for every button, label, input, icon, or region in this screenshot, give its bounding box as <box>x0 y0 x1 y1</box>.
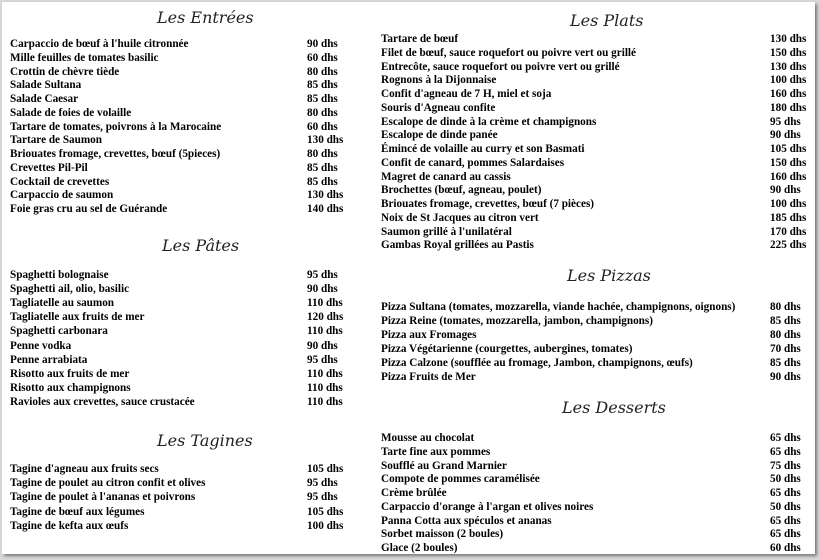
menu-item-price: 90 dhs <box>307 283 338 295</box>
section-title-desserts: Les Desserts <box>562 398 666 417</box>
menu-item-price: 120 dhs <box>307 311 344 323</box>
menu-item-name: Filet de bœuf, sauce roquefort ou poivre vert ou grillé <box>381 47 637 59</box>
menu-item-name: Magret de canard au cassis <box>381 171 511 183</box>
menu-item-name: Carpaccio de bœuf à l'huile citronnée <box>10 38 189 50</box>
menu-item-name: Ravioles aux crevettes, sauce crustacée <box>10 396 195 408</box>
menu-item-price: 130 dhs <box>307 189 344 201</box>
menu-item-name: Mousse au chocolat <box>381 432 475 444</box>
menu-item-price: 130 dhs <box>770 61 807 73</box>
menu-item-name: Penne vodka <box>10 340 72 352</box>
menu-item-name: Tartare de Saumon <box>10 134 102 146</box>
menu-item-name: Soufflé au Grand Marnier <box>381 460 507 472</box>
menu-item-price: 85 dhs <box>770 357 801 369</box>
menu-item-name: Penne arrabiata <box>10 354 88 366</box>
menu-item-price: 80 dhs <box>770 301 801 313</box>
menu-item-price: 110 dhs <box>307 368 343 380</box>
menu-item-price: 95 dhs <box>770 116 801 128</box>
menu-item-price: 90 dhs <box>770 129 801 141</box>
menu-item-name: Rognons à la Dijonnaise <box>381 74 497 86</box>
section-title-tagines: Les Tagines <box>157 431 253 450</box>
menu-item-name: Tagine d'agneau aux fruits secs <box>10 463 159 475</box>
menu-item-price: 150 dhs <box>770 47 807 59</box>
menu-item-name: Spaghetti ail, olio, basilic <box>10 283 130 295</box>
menu-item-name: Tartare de bœuf <box>381 33 459 45</box>
menu-item-name: Briouates fromage, crevettes, bœuf (5pieces) <box>10 148 221 160</box>
menu-item-price: 85 dhs <box>307 176 338 188</box>
menu-item-name: Spaghetti carbonara <box>10 325 108 337</box>
menu-item-name: Pizza aux Fromages <box>381 329 477 341</box>
menu-item-price: 90 dhs <box>307 340 338 352</box>
menu-item-price: 85 dhs <box>770 315 801 327</box>
menu-item-name: Salade de foies de volaille <box>10 107 132 119</box>
menu-item-name: Confit d'agneau de 7 H, miel et soja <box>381 88 552 100</box>
menu-item-price: 80 dhs <box>307 107 338 119</box>
menu-item-price: 150 dhs <box>770 157 807 169</box>
menu-item-price: 180 dhs <box>770 102 807 114</box>
menu-item-price: 110 dhs <box>307 325 343 337</box>
menu-item-name: Spaghetti bolognaise <box>10 269 109 281</box>
menu-item-price: 130 dhs <box>307 134 344 146</box>
menu-item-price: 110 dhs <box>307 382 343 394</box>
menu-item-price: 160 dhs <box>770 88 807 100</box>
menu-item-price: 65 dhs <box>770 446 801 458</box>
section-title-entrees: Les Entrées <box>157 8 254 27</box>
menu-item-price: 110 dhs <box>307 396 343 408</box>
menu-item-name: Émincé de volaille au curry et son Basmati <box>381 143 585 155</box>
menu-item-name: Pizza Végétarienne (courgettes, aubergines, tomates) <box>381 343 633 355</box>
menu-item-price: 50 dhs <box>770 501 801 513</box>
menu-item-name: Saumon grillé à l'unilatéral <box>381 226 512 238</box>
menu-item-name: Crottin de chèvre tiède <box>10 66 120 78</box>
menu-item-price: 80 dhs <box>307 148 338 160</box>
menu-item-name: Entrecôte, sauce roquefort ou poivre vert ou grillé <box>381 61 620 73</box>
menu-item-name: Carpaccio de saumon <box>10 189 114 201</box>
menu-item-price: 80 dhs <box>770 329 801 341</box>
menu-item-price: 60 dhs <box>307 52 338 64</box>
menu-item-price: 170 dhs <box>770 226 807 238</box>
menu-item-price: 90 dhs <box>770 184 801 196</box>
section-title-pizzas: Les Pizzas <box>567 266 651 285</box>
menu-item-price: 85 dhs <box>307 162 338 174</box>
menu-item-name: Sorbet maisson (2 boules) <box>381 528 504 540</box>
menu-item-name: Pizza Reine (tomates, mozzarella, jambon, champignons) <box>381 315 653 327</box>
menu-item-name: Pizza Sultana (tomates, mozzarella, viande hachée, champignons, oignons) <box>381 301 736 313</box>
menu-item-name: Salade Sultana <box>10 79 82 91</box>
menu-item-price: 105 dhs <box>307 506 344 518</box>
menu-item-price: 95 dhs <box>307 477 338 489</box>
menu-item-price: 160 dhs <box>770 171 807 183</box>
menu-item-price: 60 dhs <box>307 121 338 133</box>
menu-item-price: 95 dhs <box>307 269 338 281</box>
menu-item-price: 105 dhs <box>770 143 807 155</box>
menu-item-name: Risotto aux fruits de mer <box>10 368 130 380</box>
menu-item-price: 85 dhs <box>307 79 338 91</box>
menu-item-name: Carpaccio d'orange à l'argan et olives noires <box>381 501 594 513</box>
menu-item-name: Tagine de kefta aux œufs <box>10 520 129 532</box>
menu-item-name: Noix de St Jacques au citron vert <box>381 212 539 224</box>
menu-item-name: Souris d'Agneau confite <box>381 102 496 114</box>
menu-page <box>2 2 815 554</box>
menu-item-price: 65 dhs <box>770 432 801 444</box>
menu-item-name: Tagine de poulet à l'ananas et poivrons <box>10 491 196 503</box>
menu-item-name: Mille feuilles de tomates basilic <box>10 52 159 64</box>
menu-item-price: 90 dhs <box>307 38 338 50</box>
menu-item-name: Cocktail de crevettes <box>10 176 110 188</box>
menu-item-name: Gambas Royal grillées au Pastis <box>381 239 534 251</box>
menu-item-price: 95 dhs <box>307 354 338 366</box>
menu-item-price: 65 dhs <box>770 515 801 527</box>
menu-item-name: Confit de canard, pommes Salardaises <box>381 157 565 169</box>
menu-item-name: Tarte fine aux pommes <box>381 446 491 458</box>
menu-item-price: 185 dhs <box>770 212 807 224</box>
menu-item-price: 75 dhs <box>770 460 801 472</box>
menu-item-name: Escalope de dinde panée <box>381 129 498 141</box>
menu-item-name: Panna Cotta aux spéculos et ananas <box>381 515 552 527</box>
menu-item-price: 100 dhs <box>770 198 807 210</box>
menu-item-price: 105 dhs <box>307 463 344 475</box>
menu-item-price: 225 dhs <box>770 239 807 251</box>
menu-item-price: 65 dhs <box>770 487 801 499</box>
menu-item-name: Briouates fromage, crevettes, bœuf (7 pièces) <box>381 198 595 210</box>
menu-item-name: Tagliatelle au saumon <box>10 297 115 309</box>
menu-item-name: Tagine de bœuf aux légumes <box>10 506 145 518</box>
menu-item-name: Tartare de tomates, poivrons à la Marocaine <box>10 121 222 133</box>
section-title-pates: Les Pâtes <box>162 236 240 255</box>
menu-item-name: Tagliatelle aux fruits de mer <box>10 311 145 323</box>
menu-item-price: 110 dhs <box>307 297 343 309</box>
menu-item-price: 85 dhs <box>307 93 338 105</box>
menu-item-name: Tagine de poulet au citron confit et olives <box>10 477 206 489</box>
menu-item-price: 100 dhs <box>770 74 807 86</box>
menu-item-name: Foie gras cru au sel de Guérande <box>10 203 168 215</box>
menu-item-price: 50 dhs <box>770 473 801 485</box>
menu-item-price: 80 dhs <box>307 66 338 78</box>
menu-item-name: Salade Caesar <box>10 93 79 105</box>
menu-item-price: 65 dhs <box>770 528 801 540</box>
menu-item-name: Crevettes Pil-Pil <box>10 162 88 174</box>
menu-item-price: 140 dhs <box>307 203 344 215</box>
menu-item-name: Risotto aux champignons <box>10 382 131 394</box>
menu-item-price: 90 dhs <box>770 371 801 383</box>
menu-item-price: 95 dhs <box>307 491 338 503</box>
menu-item-price: 70 dhs <box>770 343 801 355</box>
menu-item-name: Escalope de dinde à la crème et champignons <box>381 116 597 128</box>
menu-item-name: Compote de pommes caramélisée <box>381 473 540 485</box>
menu-item-name: Pizza Calzone (soufflée au fromage, Jambon, champignons, œufs) <box>381 357 693 369</box>
menu-item-price: 60 dhs <box>770 542 801 554</box>
section-title-plats: Les Plats <box>570 11 644 30</box>
menu-item-price: 130 dhs <box>770 33 807 45</box>
menu-item-price: 100 dhs <box>307 520 344 532</box>
menu-item-name: Crème brûlée <box>381 487 447 499</box>
menu-item-name: Pizza Fruits de Mer <box>381 371 476 383</box>
menu-item-name: Glace (2 boules) <box>381 542 458 554</box>
menu-item-name: Brochettes (bœuf, agneau, poulet) <box>381 184 542 196</box>
